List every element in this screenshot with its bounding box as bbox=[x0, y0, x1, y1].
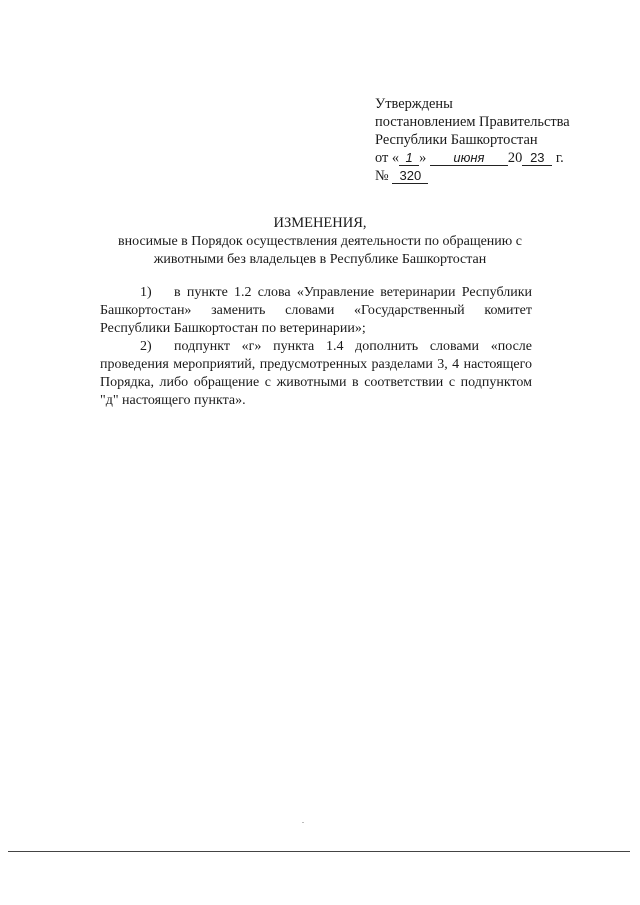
amendments-list bbox=[100, 284, 532, 410]
approval-stamp bbox=[375, 95, 620, 185]
date-prefix: от « bbox=[375, 150, 400, 166]
date-day: 1 bbox=[399, 151, 419, 166]
date-year-prefix: 20 bbox=[507, 150, 523, 166]
document-number: 320 bbox=[392, 169, 428, 184]
page-bottom-rule bbox=[8, 851, 630, 852]
approval-line-1: Утверждены bbox=[375, 96, 453, 112]
date-close: » bbox=[419, 150, 427, 166]
amendment-item bbox=[100, 284, 532, 338]
approval-line-3: Республики Башкортостан bbox=[375, 132, 538, 148]
item-marker: 1) bbox=[140, 285, 152, 300]
amendment-item bbox=[100, 338, 532, 410]
approval-line-2: постановлением Правительства bbox=[375, 114, 570, 130]
date-year: 23 bbox=[522, 151, 552, 166]
date-unit: г. bbox=[555, 150, 564, 166]
document-subtitle: вносимые в Порядок осуществления деятельности по обращению с животными без владельцев в Республике Башкортостан bbox=[118, 234, 522, 267]
scan-speck bbox=[302, 822, 304, 823]
number-prefix: № bbox=[375, 168, 389, 184]
approval-number-line bbox=[375, 167, 620, 185]
document-title: ИЗМЕНЕНИЯ, bbox=[273, 215, 367, 231]
item-text: подпункт «г» пункта 1.4 дополнить словами «после проведения мероприятий, предусмотренных разделами 3, 4 настоящего Порядка, либо обращение с животными в соответствии с подпунктом "д" настоящего пункта». bbox=[100, 339, 532, 408]
date-month: июня bbox=[430, 151, 508, 166]
item-marker: 2) bbox=[140, 339, 152, 354]
item-text: в пункте 1.2 слова «Управление ветеринарии Республики Башкортостан» заменить словами «Государственный комитет Республики Башкортостан по ветеринарии»; bbox=[100, 285, 532, 336]
approval-date-line bbox=[375, 149, 620, 167]
